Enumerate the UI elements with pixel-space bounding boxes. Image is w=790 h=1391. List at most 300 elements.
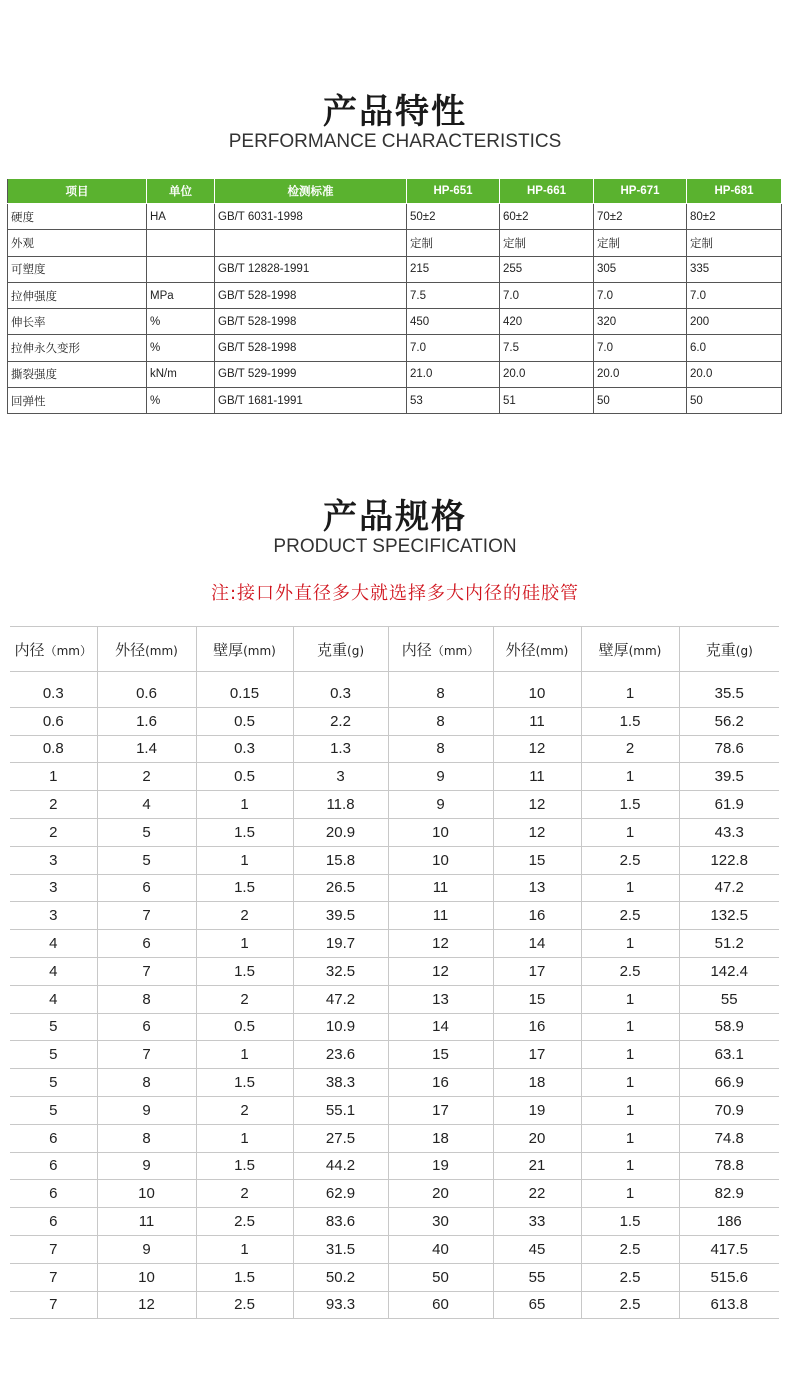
- spec-header-label: 克重: [317, 640, 348, 659]
- spec-cell: 2.5: [581, 902, 679, 930]
- spec-cell: 2: [196, 985, 293, 1013]
- spec-row: [10, 1291, 779, 1319]
- spec-cell: 9: [388, 763, 493, 791]
- spec-cell: 11: [97, 1208, 196, 1236]
- spec-cell: 82.9: [679, 1180, 779, 1208]
- performance-cell: 450: [407, 309, 500, 335]
- spec-cell: 2: [97, 763, 196, 791]
- performance-cell: GB/T 528-1998: [215, 309, 407, 335]
- performance-cell: 200: [687, 309, 782, 335]
- spec-cell: 1.5: [196, 1263, 293, 1291]
- spec-cell: 30: [388, 1208, 493, 1236]
- spec-cell: 39.5: [293, 902, 388, 930]
- performance-cell: MPa: [147, 282, 215, 308]
- spec-cell: 2: [10, 818, 97, 846]
- spec-cell: 12: [493, 735, 581, 763]
- spec-cell: 47.2: [293, 985, 388, 1013]
- spec-cell: 6: [10, 1180, 97, 1208]
- spec-cell: 1.4: [97, 735, 196, 763]
- spec-header-cell: [97, 627, 196, 672]
- spec-cell: 4: [97, 791, 196, 819]
- specification-table: [10, 626, 779, 1319]
- spec-cell: 6: [97, 930, 196, 958]
- performance-cell: 7.0: [687, 282, 782, 308]
- performance-cell: GB/T 1681-1991: [215, 388, 407, 414]
- spec-cell: 0.5: [196, 763, 293, 791]
- performance-row: [8, 361, 782, 387]
- spec-cell: 515.6: [679, 1263, 779, 1291]
- performance-title: 产品特性: [323, 92, 467, 132]
- spec-cell: 3: [10, 846, 97, 874]
- spec-row: [10, 1235, 779, 1263]
- spec-cell: 1.5: [196, 818, 293, 846]
- spec-cell: 18: [493, 1069, 581, 1097]
- spec-cell: 5: [10, 1013, 97, 1041]
- spec-row: [10, 1152, 779, 1180]
- spec-header-unit: （mm）: [44, 643, 92, 658]
- spec-row: [10, 672, 779, 708]
- performance-header-row: [8, 179, 782, 204]
- spec-cell: 20: [493, 1124, 581, 1152]
- spec-row: [10, 1069, 779, 1097]
- spec-row: [10, 763, 779, 791]
- performance-cell: 7.0: [594, 335, 687, 361]
- spec-header-label: 内径: [14, 640, 45, 659]
- spec-cell: 1: [581, 763, 679, 791]
- spec-cell: 11: [493, 707, 581, 735]
- spec-cell: 1: [196, 846, 293, 874]
- header-hp651: HP-651: [407, 179, 500, 204]
- spec-cell: 1.3: [293, 735, 388, 763]
- performance-cell: 215: [407, 256, 500, 282]
- spec-cell: 11: [388, 874, 493, 902]
- spec-header-unit: （mm）: [431, 643, 480, 658]
- spec-cell: 35.5: [679, 672, 779, 708]
- performance-cell: 撕裂强度: [8, 361, 147, 387]
- performance-cell: 305: [594, 256, 687, 282]
- spec-cell: 11: [388, 902, 493, 930]
- spec-cell: 10.9: [293, 1013, 388, 1041]
- spec-cell: 4: [10, 957, 97, 985]
- spec-cell: 1: [581, 1180, 679, 1208]
- performance-row: [8, 256, 782, 282]
- spec-cell: 1: [581, 1013, 679, 1041]
- spec-cell: 16: [493, 1013, 581, 1041]
- spec-cell: 9: [388, 791, 493, 819]
- performance-cell: 20.0: [594, 361, 687, 387]
- performance-cell: GB/T 528-1998: [215, 282, 407, 308]
- spec-cell: 13: [493, 874, 581, 902]
- spec-cell: 9: [97, 1096, 196, 1124]
- spec-cell: 78.6: [679, 735, 779, 763]
- spec-cell: 1: [581, 1041, 679, 1069]
- performance-cell: 定制: [687, 230, 782, 256]
- spec-cell: 10: [388, 818, 493, 846]
- spec-header-cell: [293, 627, 388, 672]
- performance-cell: 硬度: [8, 204, 147, 230]
- spec-cell: 51.2: [679, 930, 779, 958]
- performance-cell: 拉伸永久变形: [8, 335, 147, 361]
- performance-cell: %: [147, 309, 215, 335]
- performance-cell: 420: [500, 309, 594, 335]
- performance-cell: kN/m: [147, 361, 215, 387]
- spec-cell: 10: [97, 1263, 196, 1291]
- header-standard: 检测标准: [215, 179, 407, 204]
- spec-header-cell: [493, 627, 581, 672]
- spec-header-unit: (mm): [243, 643, 276, 658]
- spec-cell: 8: [388, 672, 493, 708]
- performance-cell: 335: [687, 256, 782, 282]
- spec-cell: 23.6: [293, 1041, 388, 1069]
- spec-header-cell: [679, 627, 779, 672]
- spec-cell: 1: [10, 763, 97, 791]
- spec-cell: 6: [10, 1152, 97, 1180]
- spec-cell: 2: [581, 735, 679, 763]
- spec-row: [10, 818, 779, 846]
- spec-header-label: 外径: [115, 640, 146, 659]
- spec-cell: 2: [10, 791, 97, 819]
- spec-cell: 27.5: [293, 1124, 388, 1152]
- spec-cell: 45: [493, 1235, 581, 1263]
- spec-cell: 7: [10, 1235, 97, 1263]
- spec-cell: 3: [10, 874, 97, 902]
- performance-cell: 20.0: [687, 361, 782, 387]
- spec-cell: 8: [97, 985, 196, 1013]
- spec-cell: 0.15: [196, 672, 293, 708]
- performance-cell: 320: [594, 309, 687, 335]
- spec-cell: 8: [97, 1124, 196, 1152]
- performance-cell: 定制: [594, 230, 687, 256]
- performance-cell: %: [147, 388, 215, 414]
- spec-cell: 1: [581, 672, 679, 708]
- performance-cell: 回弹性: [8, 388, 147, 414]
- spec-cell: 74.8: [679, 1124, 779, 1152]
- spec-row: [10, 846, 779, 874]
- spec-cell: 17: [388, 1096, 493, 1124]
- spec-cell: 50.2: [293, 1263, 388, 1291]
- spec-cell: 62.9: [293, 1180, 388, 1208]
- spec-cell: 60: [388, 1291, 493, 1319]
- spec-cell: 55: [679, 985, 779, 1013]
- spec-cell: 11: [493, 763, 581, 791]
- spec-cell: 3: [293, 763, 388, 791]
- spec-cell: 1.5: [196, 1069, 293, 1097]
- spec-cell: 0.5: [196, 1013, 293, 1041]
- spec-cell: 5: [10, 1041, 97, 1069]
- performance-cell: 20.0: [500, 361, 594, 387]
- spec-cell: 1: [581, 874, 679, 902]
- header-hp671: HP-671: [594, 179, 687, 204]
- header-hp681: HP-681: [687, 179, 782, 204]
- performance-cell: 可塑度: [8, 256, 147, 282]
- spec-header-label: 壁厚: [598, 640, 629, 659]
- spec-cell: 61.9: [679, 791, 779, 819]
- spec-cell: 0.6: [97, 672, 196, 708]
- spec-cell: 1: [581, 930, 679, 958]
- spec-cell: 2: [196, 1096, 293, 1124]
- spec-cell: 16: [388, 1069, 493, 1097]
- spec-header-cell: [196, 627, 293, 672]
- spec-cell: 40: [388, 1235, 493, 1263]
- performance-subtitle: PERFORMANCE CHARACTERISTICS: [228, 131, 562, 152]
- spec-cell: 2.5: [196, 1208, 293, 1236]
- spec-header-unit: (mm): [145, 643, 178, 658]
- spec-cell: 19.7: [293, 930, 388, 958]
- spec-header-unit: (mm): [628, 643, 662, 658]
- spec-cell: 1: [581, 818, 679, 846]
- spec-cell: 5: [97, 818, 196, 846]
- spec-cell: 10: [493, 672, 581, 708]
- performance-row: [8, 204, 782, 230]
- spec-cell: 2.5: [581, 1235, 679, 1263]
- spec-cell: 1: [196, 1041, 293, 1069]
- performance-cell: 伸长率: [8, 309, 147, 335]
- spec-header-cell: [388, 627, 493, 672]
- spec-cell: 13: [388, 985, 493, 1013]
- spec-cell: 0.8: [10, 735, 97, 763]
- spec-cell: 16: [493, 902, 581, 930]
- performance-cell: 80±2: [687, 204, 782, 230]
- spec-cell: 1: [581, 1069, 679, 1097]
- spec-row: [10, 930, 779, 958]
- spec-cell: 1: [581, 1152, 679, 1180]
- performance-row: [8, 282, 782, 308]
- spec-header-label: 内径: [401, 640, 432, 659]
- spec-cell: 55.1: [293, 1096, 388, 1124]
- performance-cell: 7.0: [407, 335, 500, 361]
- performance-cell: 255: [500, 256, 594, 282]
- spec-row: [10, 1180, 779, 1208]
- spec-cell: 2.5: [581, 1263, 679, 1291]
- spec-cell: 32.5: [293, 957, 388, 985]
- performance-cell: 7.0: [594, 282, 687, 308]
- spec-cell: 1: [196, 791, 293, 819]
- spec-cell: 12: [388, 957, 493, 985]
- spec-cell: 12: [97, 1291, 196, 1319]
- spec-cell: 132.5: [679, 902, 779, 930]
- spec-cell: 12: [493, 791, 581, 819]
- spec-cell: 2.5: [196, 1291, 293, 1319]
- performance-row: [8, 388, 782, 414]
- spec-cell: 8: [388, 735, 493, 763]
- performance-cell: 21.0: [407, 361, 500, 387]
- spec-cell: 10: [388, 846, 493, 874]
- spec-cell: 55: [493, 1263, 581, 1291]
- spec-cell: 142.4: [679, 957, 779, 985]
- spec-cell: 1: [196, 1235, 293, 1263]
- spec-cell: 50: [388, 1263, 493, 1291]
- spec-header-label: 克重: [705, 640, 736, 659]
- performance-cell: 60±2: [500, 204, 594, 230]
- spec-cell: 31.5: [293, 1235, 388, 1263]
- spec-cell: 66.9: [679, 1069, 779, 1097]
- spec-cell: 7: [97, 902, 196, 930]
- spec-cell: 8: [388, 707, 493, 735]
- spec-cell: 1: [196, 930, 293, 958]
- spec-cell: 0.3: [10, 672, 97, 708]
- spec-cell: 1.6: [97, 707, 196, 735]
- spec-cell: 1.5: [196, 957, 293, 985]
- spec-row: [10, 874, 779, 902]
- performance-cell: [215, 230, 407, 256]
- spec-cell: 15: [388, 1041, 493, 1069]
- spec-cell: 70.9: [679, 1096, 779, 1124]
- performance-cell: GB/T 529-1999: [215, 361, 407, 387]
- spec-cell: 19: [493, 1096, 581, 1124]
- spec-cell: 186: [679, 1208, 779, 1236]
- spec-cell: 65: [493, 1291, 581, 1319]
- spec-cell: 14: [388, 1013, 493, 1041]
- spec-row: [10, 1208, 779, 1236]
- spec-cell: 26.5: [293, 874, 388, 902]
- spec-row: [10, 1096, 779, 1124]
- spec-cell: 14: [493, 930, 581, 958]
- performance-cell: %: [147, 335, 215, 361]
- spec-cell: 2: [196, 1180, 293, 1208]
- performance-cell: 50: [687, 388, 782, 414]
- spec-header-unit: (g): [347, 643, 364, 658]
- spec-cell: 1.5: [581, 791, 679, 819]
- spec-cell: 1: [581, 985, 679, 1013]
- spec-cell: 3: [10, 902, 97, 930]
- spec-cell: 1.5: [196, 874, 293, 902]
- spec-row: [10, 1013, 779, 1041]
- performance-cell: 51: [500, 388, 594, 414]
- performance-cell: GB/T 6031-1998: [215, 204, 407, 230]
- spec-row: [10, 1124, 779, 1152]
- spec-row: [10, 791, 779, 819]
- spec-cell: 56.2: [679, 707, 779, 735]
- spec-row: [10, 957, 779, 985]
- performance-cell: 外观: [8, 230, 147, 256]
- spec-header-unit: (mm): [535, 643, 569, 658]
- performance-cell: 7.5: [500, 335, 594, 361]
- spec-cell: 39.5: [679, 763, 779, 791]
- spec-cell: 9: [97, 1152, 196, 1180]
- spec-cell: 2.2: [293, 707, 388, 735]
- spec-cell: 10: [97, 1180, 196, 1208]
- spec-cell: 5: [10, 1096, 97, 1124]
- performance-cell: 定制: [407, 230, 500, 256]
- performance-cell: 50±2: [407, 204, 500, 230]
- spec-cell: 44.2: [293, 1152, 388, 1180]
- spec-cell: 7: [10, 1263, 97, 1291]
- spec-cell: 5: [10, 1069, 97, 1097]
- spec-cell: 83.6: [293, 1208, 388, 1236]
- spec-cell: 6: [97, 874, 196, 902]
- spec-cell: 19: [388, 1152, 493, 1180]
- spec-cell: 6: [10, 1124, 97, 1152]
- header-item: 项目: [8, 179, 147, 204]
- spec-cell: 21: [493, 1152, 581, 1180]
- header-unit: 单位: [147, 179, 215, 204]
- spec-cell: 1: [581, 1096, 679, 1124]
- performance-cell: 50: [594, 388, 687, 414]
- performance-row: [8, 335, 782, 361]
- spec-cell: 22: [493, 1180, 581, 1208]
- spec-cell: 43.3: [679, 818, 779, 846]
- spec-cell: 38.3: [293, 1069, 388, 1097]
- performance-cell: GB/T 12828-1991: [215, 256, 407, 282]
- performance-cell: GB/T 528-1998: [215, 335, 407, 361]
- spec-cell: 1.5: [581, 707, 679, 735]
- spec-cell: 6: [10, 1208, 97, 1236]
- spec-cell: 7: [10, 1291, 97, 1319]
- specification-header-row: [10, 627, 779, 672]
- specification-subtitle: PRODUCT SPECIFICATION: [273, 536, 517, 557]
- spec-cell: 15: [493, 985, 581, 1013]
- spec-cell: 1: [581, 1124, 679, 1152]
- specification-note: 注:接口外直径多大就选择多大内径的硅胶管: [210, 583, 580, 604]
- performance-cell: [147, 256, 215, 282]
- specification-title: 产品规格: [323, 497, 467, 537]
- spec-cell: 18: [388, 1124, 493, 1152]
- spec-cell: 58.9: [679, 1013, 779, 1041]
- spec-cell: 122.8: [679, 846, 779, 874]
- spec-row: [10, 707, 779, 735]
- performance-cell: 6.0: [687, 335, 782, 361]
- spec-cell: 20.9: [293, 818, 388, 846]
- spec-cell: 4: [10, 985, 97, 1013]
- spec-cell: 7: [97, 1041, 196, 1069]
- spec-cell: 47.2: [679, 874, 779, 902]
- performance-cell: 拉伸强度: [8, 282, 147, 308]
- spec-cell: 78.8: [679, 1152, 779, 1180]
- spec-row: [10, 735, 779, 763]
- spec-cell: 6: [97, 1013, 196, 1041]
- spec-cell: 1.5: [196, 1152, 293, 1180]
- performance-cell: 7.5: [407, 282, 500, 308]
- spec-row: [10, 1263, 779, 1291]
- spec-cell: 93.3: [293, 1291, 388, 1319]
- spec-header-unit: (g): [735, 643, 753, 658]
- spec-header-cell: [10, 627, 97, 672]
- performance-cell: [147, 230, 215, 256]
- performance-cell: HA: [147, 204, 215, 230]
- spec-row: [10, 1041, 779, 1069]
- spec-cell: 1: [196, 1124, 293, 1152]
- spec-cell: 0.5: [196, 707, 293, 735]
- spec-cell: 4: [10, 930, 97, 958]
- spec-cell: 15.8: [293, 846, 388, 874]
- spec-header-label: 外径: [505, 640, 536, 659]
- spec-cell: 5: [97, 846, 196, 874]
- header-hp661: HP-661: [500, 179, 594, 204]
- spec-cell: 15: [493, 846, 581, 874]
- spec-cell: 63.1: [679, 1041, 779, 1069]
- spec-cell: 17: [493, 957, 581, 985]
- performance-row: [8, 309, 782, 335]
- spec-cell: 12: [388, 930, 493, 958]
- spec-cell: 2.5: [581, 846, 679, 874]
- spec-row: [10, 902, 779, 930]
- performance-row: [8, 230, 782, 256]
- spec-cell: 1.5: [581, 1208, 679, 1236]
- spec-cell: 17: [493, 1041, 581, 1069]
- spec-cell: 0.6: [10, 707, 97, 735]
- performance-cell: 70±2: [594, 204, 687, 230]
- spec-cell: 2: [196, 902, 293, 930]
- spec-cell: 0.3: [196, 735, 293, 763]
- spec-cell: 8: [97, 1069, 196, 1097]
- spec-cell: 11.8: [293, 791, 388, 819]
- spec-row: [10, 985, 779, 1013]
- performance-cell: 53: [407, 388, 500, 414]
- spec-cell: 417.5: [679, 1235, 779, 1263]
- spec-cell: 2.5: [581, 957, 679, 985]
- spec-cell: 2.5: [581, 1291, 679, 1319]
- spec-cell: 613.8: [679, 1291, 779, 1319]
